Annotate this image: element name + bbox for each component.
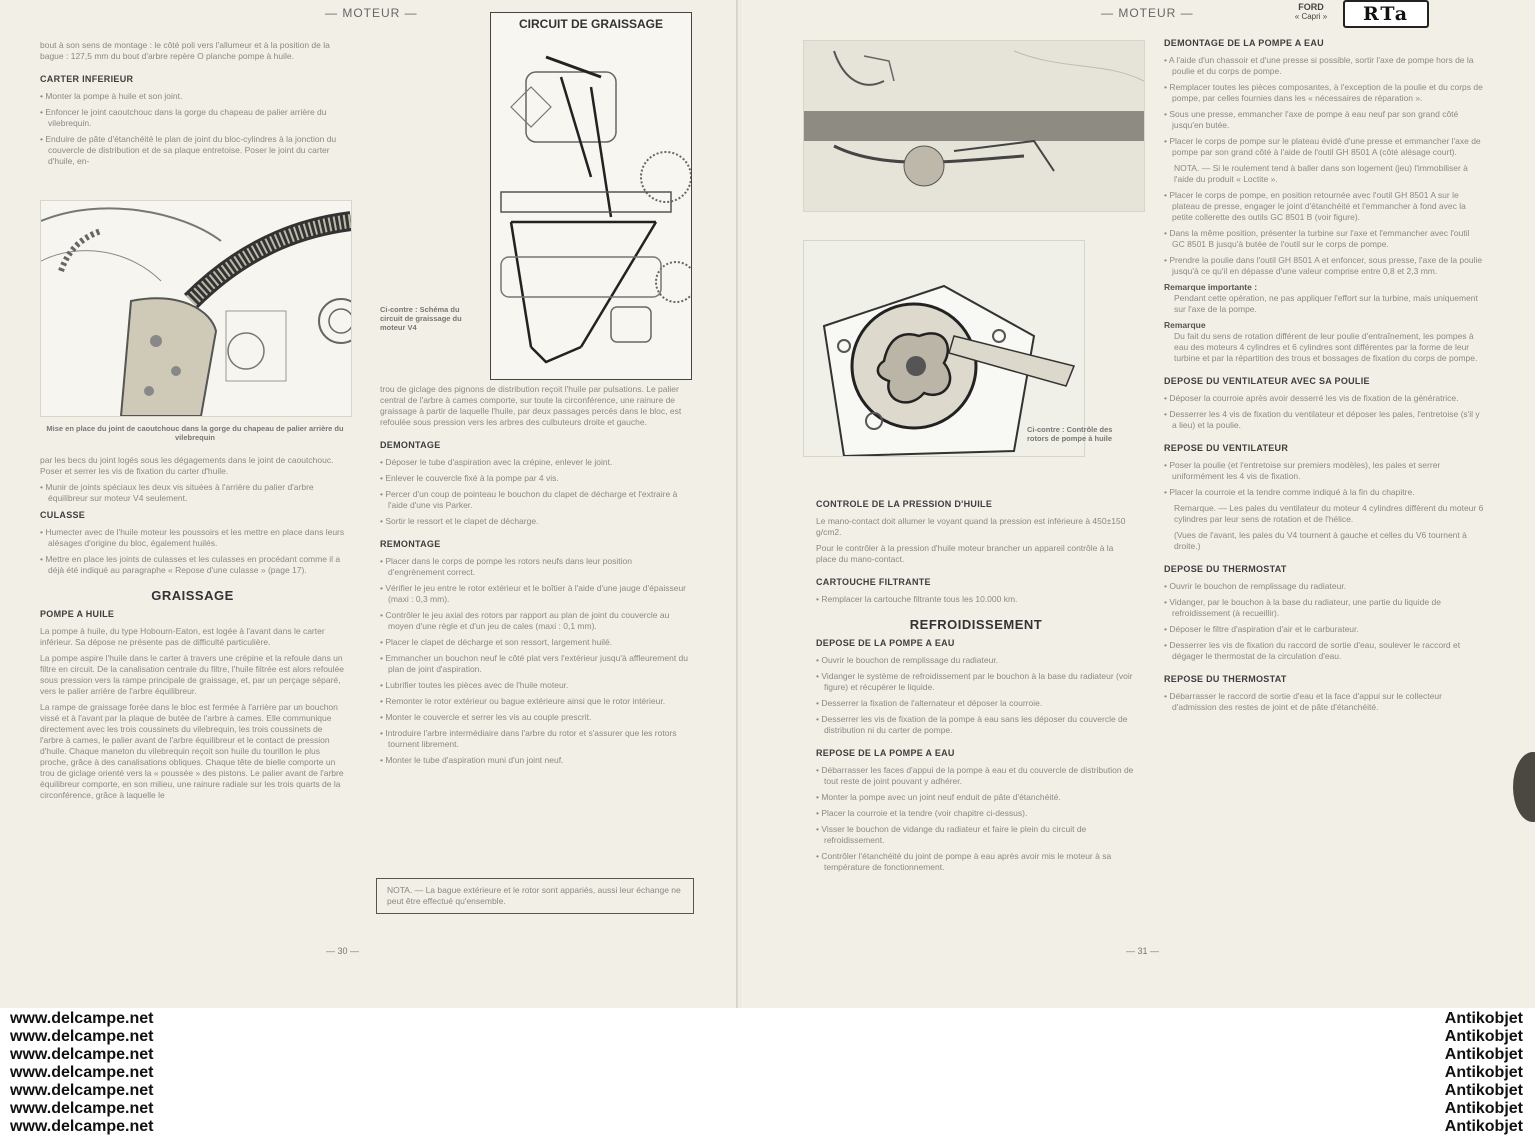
pression-heading: CONTROLE DE LA PRESSION D'HUILE xyxy=(816,499,993,509)
water-pump-photo xyxy=(803,40,1145,212)
bullet: • Emmancher un bouchon neuf le côté plat vers l'extérieur jusqu'à affleurement du plan de joint d'aspiration. xyxy=(380,653,688,674)
remontage-heading: REMONTAGE xyxy=(380,539,441,549)
bullet: • Placer le clapet de décharge et son ressort, largement huilé. xyxy=(380,637,613,647)
bullet: • Débarrasser les faces d'appui de la pompe à eau et du couvercle de distribution de tout reste de joint pouvant y adhérer. xyxy=(816,765,1134,786)
bullet: • Contrôler l'étanchéité du joint de pompe à eau après avoir mis le moteur à sa température de fonctionnement. xyxy=(816,851,1112,872)
paragraph: Le mano-contact doit allumer le voyant quand la pression est inférieure à 450±150 g/cm2. xyxy=(816,516,1126,537)
nota-box: NOTA. — La bague extérieure et le rotor sont appariés, aussi leur échange ne peut être effectué qu'ensemble. xyxy=(376,878,694,914)
binder-hole xyxy=(1513,752,1535,822)
rotor-illustration xyxy=(804,241,1084,456)
bullet: • Enduire de pâte d'étanchéité le plan de joint du bloc-cylindres à la jonction du couvercle de distribution et de sa plaque entretoise. Poser le joint du carter d'huile, en- xyxy=(40,134,337,166)
thermostat-repose-heading: REPOSE DU THERMOSTAT xyxy=(1164,674,1287,684)
paragraph: Pour le contrôler à la pression d'huile moteur brancher un appareil contrôle à la place du mano-contact. xyxy=(816,543,1114,564)
bullet: • Desserrer les 4 vis de fixation du ventilateur et déposer les pales, l'entretoise (s'il y a lieu) et la poulie. xyxy=(1164,409,1480,430)
bullet: • A l'aide d'un chassoir et d'une presse si possible, sortir l'axe de pompe hors de la poulie et du corps de pompe. xyxy=(1164,55,1474,76)
circuit-figure-frame xyxy=(490,12,692,380)
pompe-heading: POMPE A HUILE xyxy=(40,609,115,619)
bullet: • Déposer le filtre d'aspiration d'air et le carburateur. xyxy=(1164,624,1359,634)
demontage-pompe-heading: DEMONTAGE DE LA POMPE A EAU xyxy=(1164,38,1324,48)
circuit-caption: Ci-contre : Schéma du circuit de graissage du moteur V4 xyxy=(380,305,462,332)
right-column-2 xyxy=(1164,38,1484,718)
left-column-1-bottom xyxy=(40,455,345,806)
remarque-heading: Remarque xyxy=(1164,320,1206,330)
refroidissement-heading: REFROIDISSEMENT xyxy=(909,617,1043,632)
graissage-heading: GRAISSAGE xyxy=(151,588,234,603)
nota-text: NOTA. — Si le roulement tend à baller dans son logement (jeu) l'immobiliser à l'aide du produit « Loctite ». xyxy=(1174,163,1468,184)
bullet: • Vérifier le jeu entre le rotor extérieur et le boîtier à l'aide d'une jauge d'épaisseur (maxi : 0,3 mm). xyxy=(380,583,686,604)
paragraph: Du fait du sens de rotation différent de leur poulie d'entraînement, les pompes à eau des moteurs 4 cylindres et 6 cylindres sont différentes par la forme de leur turbine et par la répartition des trous et bossages de fixation du corps de pompe. xyxy=(1174,331,1478,363)
remarque-importante-heading: Remarque importante : xyxy=(1164,282,1258,292)
bullet: • Dans la même position, présenter la turbine sur l'axe et l'emmancher avec l'outil GC 8501 B jusqu'à butée de l'outil sur le corps de pompe. xyxy=(1164,228,1470,249)
bullet: • Ouvrir le bouchon de remplissage du radiateur. xyxy=(1164,581,1347,591)
demontage-heading: DEMONTAGE xyxy=(380,440,441,450)
bullet: • Mettre en place les joints de culasses et les culasses en procédant comme il a déjà été indiqué au paragraphe « Repose d'une culasse » (page 17). xyxy=(40,554,341,575)
seal-caption: Mise en place du joint de caoutchouc dans la gorge du chapeau de palier arrière du vilebrequin xyxy=(46,424,344,442)
paragraph: Pendant cette opération, ne pas appliquer l'effort sur la turbine, mais uniquement sur l'axe de la pompe. xyxy=(1174,293,1478,314)
model: « Capri » xyxy=(1294,12,1328,21)
bullet: • Placer la courroie et la tendre comme indiqué à la fin du chapitre. xyxy=(1164,487,1415,497)
ventilateur-repose-heading: REPOSE DU VENTILATEUR xyxy=(1164,443,1289,453)
bullet: • Placer la courroie et la tendre (voir chapitre ci-dessus). xyxy=(816,808,1028,818)
bullet: • Sortir le ressort et le clapet de décharge. xyxy=(380,516,539,526)
paragraph: Remarque. — Les pales du ventilateur du moteur 4 cylindres diffèrent du moteur 6 cylindres par leur sens de rotation et de l'hélice. xyxy=(1174,503,1484,524)
paragraph: (Vues de l'avant, les pales du V4 tournent à gauche et celles du V6 tournent à droite.) xyxy=(1174,530,1467,551)
left-page-number: — 30 — xyxy=(326,946,360,956)
ventilateur-depose-heading: DEPOSE DU VENTILATEUR AVEC SA POULIE xyxy=(1164,376,1370,386)
lubrication-circuit-diagram xyxy=(491,47,691,377)
bullet: • Monter le tube d'aspiration muni d'un joint neuf. xyxy=(380,755,564,765)
bullet: • Munir de joints spéciaux les deux vis situées à l'arrière du palier d'arbre équilibreur sur moteur V4 seulement. xyxy=(40,482,314,503)
paragraph: La pompe à huile, du type Hobourn-Eaton, est logée à l'avant dans le carter inférieur. Sa dépose ne présente pas de difficulté particulière. xyxy=(40,626,325,647)
bullet: • Desserrer les vis de fixation du raccord de sortie d'eau, soulever le raccord et dégager le thermostat de la circulation d'eau. xyxy=(1164,640,1461,661)
left-column-2 xyxy=(380,384,690,771)
right-page-number: — 31 — xyxy=(1126,946,1160,956)
intro-text: bout à son sens de montage : le côté poli vers l'allumeur et à la position de la bague : 127,5 mm du bout d'arbre repère O planche pompe à huile. xyxy=(40,40,330,61)
paragraph: La pompe aspire l'huile dans le carter à travers une crépine et la refoule dans un filtre en circuit. De la canalisation centrale du filtre, l'huile filtrée est alors refoulée sous pression vers la rampe principale de graissage, et, par un perçage séparé, vers le palier arrière de l'arbre équilibreur. xyxy=(40,653,344,696)
bullet: • Remonter le rotor extérieur ou bague extérieure ainsi que le rotor intérieur. xyxy=(380,696,666,706)
bullet: • Remplacer la cartouche filtrante tous les 10.000 km. xyxy=(816,594,1018,604)
bullet: • Enlever le couvercle fixé à la pompe par 4 vis. xyxy=(380,473,559,483)
photo-illustration xyxy=(804,41,1144,211)
circuit-title: CIRCUIT DE GRAISSAGE xyxy=(518,17,663,31)
bullet: • Lubrifier toutes les pièces avec de l'huile moteur. xyxy=(380,680,569,690)
bullet: • Placer le corps de pompe, en position retournée avec l'outil GH 8501 A sur le plateau de presse, engager le joint d'étanchéité et l'emmancher à fond avec la petite collerette des outils GC 8501 B (voir figure). xyxy=(1164,190,1466,222)
bullet: • Introduire l'arbre intermédiaire dans l'arbre du rotor et s'assurer que les rotors tournent librement. xyxy=(380,728,677,749)
rta-logo: RTa xyxy=(1343,0,1429,28)
left-page xyxy=(0,0,738,1008)
rotor-caption: Ci-contre : Contrôle des rotors de pompe à huile xyxy=(1027,425,1113,443)
repose-pompe-heading: REPOSE DE LA POMPE A EAU xyxy=(816,748,955,758)
watermark-left: www.delcampe.net www.delcampe.net www.delcampe.net www.delcampe.net www.delcampe.net www.delcampe.net www.delcampe.net xyxy=(10,1010,154,1135)
bullet: • Déposer la courroie après avoir desserré les vis de fixation de la génératrice. xyxy=(1164,393,1459,403)
depose-pompe-heading: DEPOSE DE LA POMPE A EAU xyxy=(816,638,955,648)
bullet: • Humecter avec de l'huile moteur les poussoirs et les mettre en place dans leurs alésages d'origine du bloc, également huilés. xyxy=(40,527,345,548)
bullet: • Ouvrir le bouchon de remplissage du radiateur. xyxy=(816,655,999,665)
brand: FORD xyxy=(1298,2,1324,12)
seal-figure xyxy=(40,200,352,417)
paragraph: trou de giclage des pignons de distribution reçoit l'huile par pulsations. Le palier central de l'arbre à cames comporte, sur toute la circonférence, une rainure de graissage à partir de laquelle l'huile, par deux passages percés dans le bloc, est refoulée sous pression vers les arbres des culbuteurs droite et gauche. xyxy=(380,384,682,427)
bullet: • Visser le bouchon de vidange du radiateur et faire le plein du circuit de refroidissement. xyxy=(816,824,1087,845)
bullet: • Placer dans le corps de pompe les rotors neufs dans leur position d'engrènement correct. xyxy=(380,556,632,577)
watermark-right: Antikobjet Antikobjet Antikobjet Antikobjet Antikobjet Antikobjet Antikobjet xyxy=(1444,1010,1523,1135)
carter-heading: CARTER INFERIEUR xyxy=(40,74,134,84)
bullet: • Prendre la poulie dans l'outil GH 8501 A et enfoncer, sous presse, l'axe de la poulie jusqu'à ce qu'il en dépasse d'une valeur comprise entre 0,8 et 2,3 mm. xyxy=(1164,255,1483,276)
bullet: • Contrôler le jeu axial des rotors par rapport au plan de joint du couvercle au moyen d'une règle et d'un jeu de cales (maxi : 0,1 mm). xyxy=(380,610,670,631)
bullet: • Monter la pompe à huile et son joint. xyxy=(40,91,183,101)
paragraph: La rampe de graissage forée dans le bloc est fermée à l'arrière par un bouchon vissé et à l'avant par la plaque de butée de l'arbre à cames. Elle communique directement avec les trois coussinets du vilebrequin, les trois coussinets de l'arbre à cames, le palier avant de l'arbre équilibreur et le contact de pression d'huile. Chaque maneton du vilebrequin reçoit son huile du tourillon le plus proche, grâce à des canalisations obliques. Chaque tête de bielle comporte un trou de giclage orienté vers la « poussée » des pistons. Le palier avant de l'arbre équilibreur comporte, en son milieu, une rainure radiale sur les trois quarts de la circonférence, grâce à laquelle le xyxy=(40,702,344,800)
cartouche-heading: CARTOUCHE FILTRANTE xyxy=(816,577,931,587)
bullet: • Percer d'un coup de pointeau le bouchon du clapet de décharge et l'extraire à l'aide d'une vis Parker. xyxy=(380,489,678,510)
bullet: • Monter la pompe avec un joint neuf enduit de pâte d'étanchéité. xyxy=(816,792,1061,802)
bullet: • Poser la poulie (et l'entretoise sur premiers modèles), les pales et serrer uniformément les 4 vis de fixation. xyxy=(1164,460,1441,481)
right-running-head: — MOTEUR — xyxy=(1101,6,1194,20)
bullet: • Sous une presse, emmancher l'axe de pompe à eau neuf par son grand côté jusqu'en butée. xyxy=(1164,109,1459,130)
bullet: • Desserrer la fixation de l'alternateur et déposer la courroie. xyxy=(816,698,1043,708)
bullet: • Vidanger, par le bouchon à la base du radiateur, une partie du liquide de refroidissement (à recueillir). xyxy=(1164,597,1441,618)
culasse-heading: CULASSE xyxy=(40,510,86,520)
bullet: • Déposer le tube d'aspiration avec la crépine, enlever le joint. xyxy=(380,457,613,467)
right-page xyxy=(741,0,1535,1008)
bullet: • Desserrer les vis de fixation de la pompe à eau sans les déposer du couvercle de distribution ni du carter de pompe. xyxy=(816,714,1128,735)
bullet: • Placer le corps de pompe sur le plateau évidé d'une presse et emmancher l'axe de pompe par son grand côté à l'aide de l'outil GH 8501 A (côté alésage court). xyxy=(1164,136,1481,157)
after-figure-text: par les becs du joint logés sous les dégagements dans le joint de caoutchouc. Poser et serrer les vis de fixation du carter d'huile. xyxy=(40,455,334,476)
right-column-1 xyxy=(816,493,1136,878)
left-running-head: — MOTEUR — xyxy=(325,6,418,20)
thermostat-depose-heading: DEPOSE DU THERMOSTAT xyxy=(1164,564,1287,574)
bullet: • Remplacer toutes les pièces composantes, à l'exception de la poulie et du corps de pompe, par celles fournies dans les « nécessaires de réparation ». xyxy=(1164,82,1483,103)
bullet: • Enfoncer le joint caoutchouc dans la gorge du chapeau de palier arrière du vilebrequin. xyxy=(40,107,327,128)
brand-block xyxy=(1286,2,1336,22)
left-column-1-top xyxy=(40,40,345,172)
bullet: • Vidanger le système de refroidissement par le bouchon à la base du radiateur (voir figure) et récupérer le liquide. xyxy=(816,671,1133,692)
seal-illustration xyxy=(41,201,351,416)
bullet: • Monter le couvercle et serrer les vis au couple prescrit. xyxy=(380,712,592,722)
bullet: • Débarrasser le raccord de sortie d'eau et la face d'appui sur le collecteur d'admission des restes de joint et de pâte d'étanchéité. xyxy=(1164,691,1442,712)
